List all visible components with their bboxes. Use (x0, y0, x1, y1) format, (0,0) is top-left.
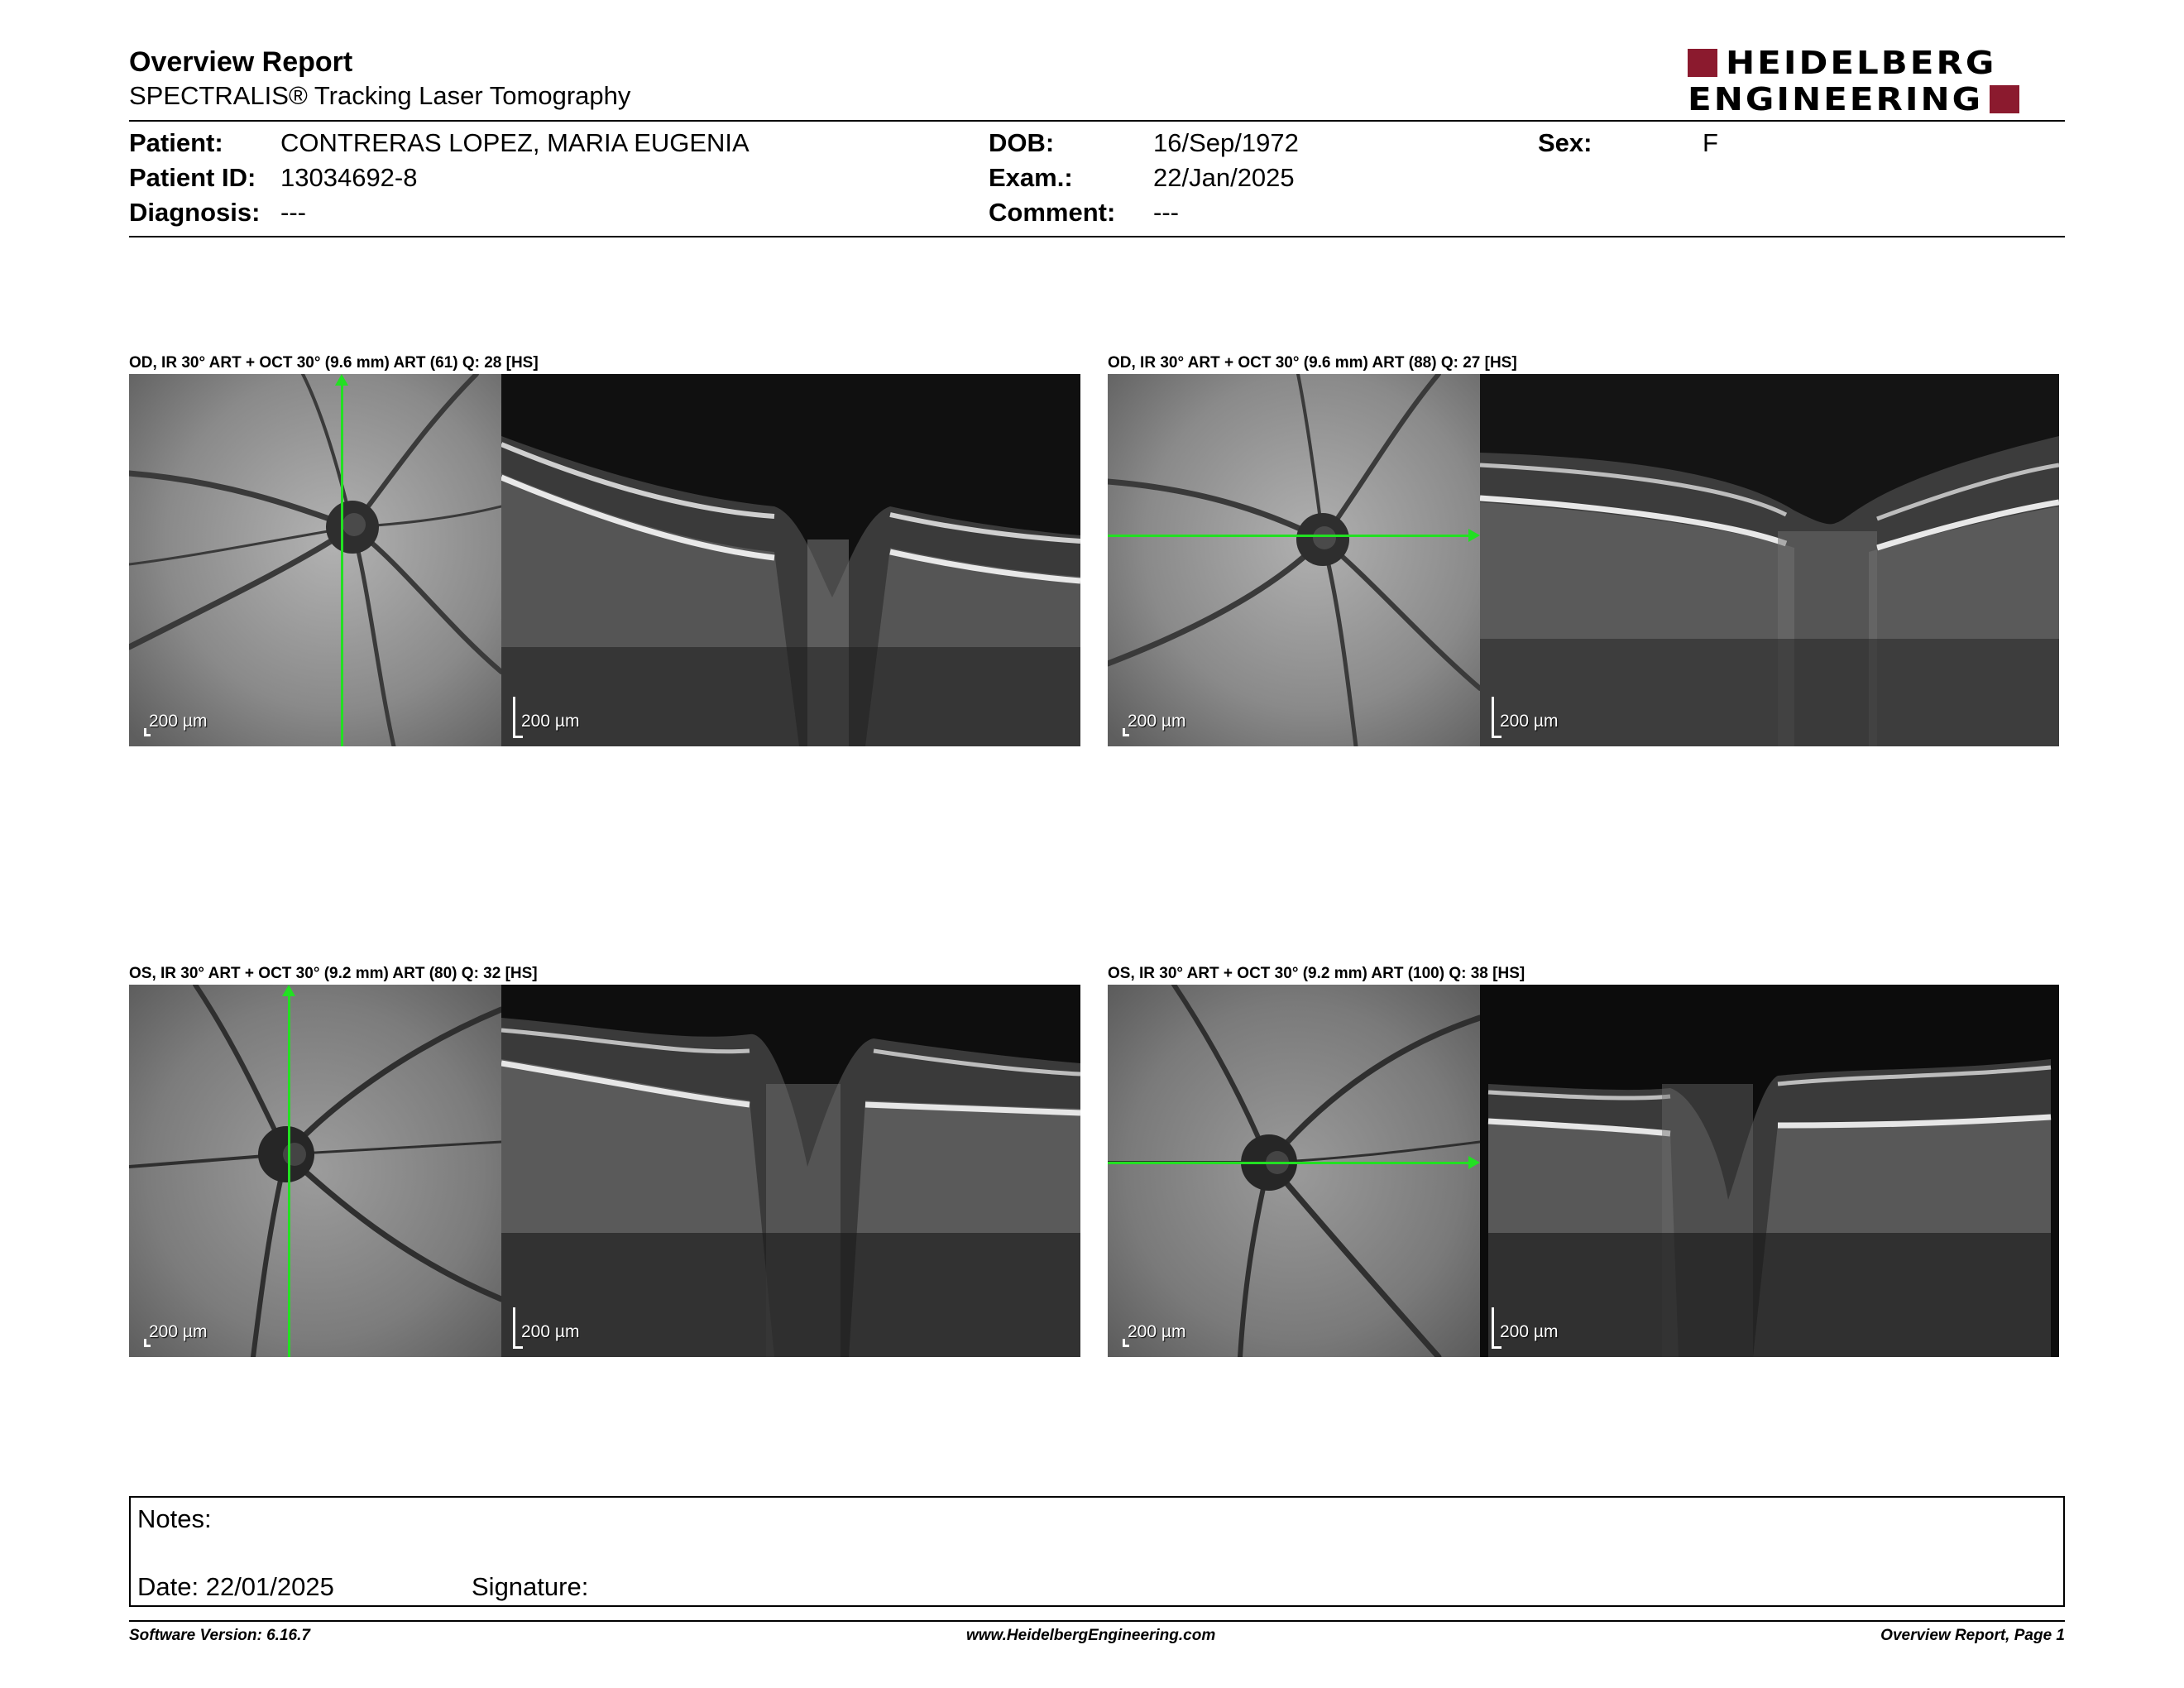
scan-line-horizontal (1108, 1162, 1468, 1164)
comment-label: Comment: (989, 198, 1116, 227)
header-divider (129, 120, 2065, 122)
scan-line-horizontal (1108, 535, 1468, 537)
ir-scale-label: 200 µm (149, 712, 208, 731)
oct-scale-label: 200 µm (521, 1322, 580, 1341)
scale-bar-icon (144, 1345, 151, 1347)
scan-caption: OD, IR 30° ART + OCT 30° (9.6 mm) ART (88) Q: 27 [HS] (1108, 354, 1517, 372)
comment-value: --- (1153, 198, 1179, 227)
oct-bscan-image (1480, 985, 2059, 1357)
scan-arrow-right-icon (1468, 1156, 1480, 1169)
ir-scale-label: 200 µm (1128, 1322, 1186, 1341)
report-subtitle: SPECTRALIS® Tracking Laser Tomography (129, 81, 631, 110)
scan-caption: OD, IR 30° ART + OCT 30° (9.6 mm) ART (61) Q: 28 [HS] (129, 354, 539, 372)
scale-bar-icon (513, 736, 523, 738)
scale-bar-icon (1492, 697, 1494, 738)
logo-square-icon (1990, 85, 2019, 113)
dob-label: DOB: (989, 128, 1055, 157)
diagnosis-label: Diagnosis: (129, 198, 261, 227)
logo-line-1 (1688, 44, 1997, 82)
scan-arrow-up-icon (282, 985, 295, 996)
scan-arrow-right-icon (1468, 529, 1480, 542)
ir-fundus-image (129, 985, 501, 1357)
scale-bar-icon (1123, 734, 1129, 736)
oct-scale-label: 200 µm (1500, 1322, 1559, 1341)
ir-fundus-image (129, 374, 501, 746)
scan-line-vertical (341, 381, 343, 746)
scale-bar-icon (144, 734, 151, 736)
report-title: Overview Report (129, 46, 353, 78)
sex-value: F (1703, 128, 1718, 157)
oct-scale-label: 200 µm (521, 712, 580, 731)
patient-id-label: Patient ID: (129, 163, 256, 192)
scale-bar-icon (513, 697, 515, 738)
scale-bar-icon (1492, 1346, 1502, 1349)
heidelberg-logo (1688, 46, 2065, 116)
scale-bar-icon (513, 1307, 515, 1349)
ir-scale-label: 200 µm (149, 1322, 208, 1341)
logo-square-icon (1688, 49, 1717, 77)
footer-divider (129, 1620, 2065, 1622)
ir-fundus-image (1108, 985, 1480, 1357)
scan-arrow-up-icon (335, 374, 348, 386)
website-link[interactable]: www.HeidelbergEngineering.com (966, 1627, 1216, 1644)
scale-bar-icon (513, 1346, 523, 1349)
oct-bscan-image (501, 985, 1080, 1357)
exam-label: Exam.: (989, 163, 1073, 192)
scale-bar-icon (1123, 1345, 1129, 1347)
logo-text-2: ENGINEERING (1688, 80, 1984, 118)
scan-caption: OS, IR 30° ART + OCT 30° (9.2 mm) ART (80) Q: 32 [HS] (129, 965, 538, 982)
diagnosis-value: --- (280, 198, 306, 227)
logo-line-2 (1688, 80, 2019, 118)
sex-label: Sex: (1538, 128, 1592, 157)
scan-caption: OS, IR 30° ART + OCT 30° (9.2 mm) ART (100) Q: 38 [HS] (1108, 965, 1525, 982)
notes-box[interactable] (129, 1496, 2065, 1607)
scale-bar-icon (1492, 1307, 1494, 1349)
patient-label: Patient: (129, 128, 223, 157)
oct-scale-label: 200 µm (1500, 712, 1559, 731)
patient-id: 13034692-8 (280, 163, 418, 192)
notes-label: Notes: (137, 1504, 212, 1533)
patient-name: CONTRERAS LOPEZ, MARIA EUGENIA (280, 128, 750, 157)
page-number: Overview Report, Page 1 (1880, 1627, 2065, 1644)
patient-info-divider (129, 236, 2065, 237)
signature-label: Signature: (472, 1572, 589, 1601)
software-version: Software Version: 6.16.7 (129, 1627, 310, 1644)
scan-line-vertical (288, 991, 290, 1357)
logo-text-1: HEIDELBERG (1726, 44, 1997, 82)
scale-bar-icon (1492, 736, 1502, 738)
date-label: Date: 22/01/2025 (137, 1572, 334, 1601)
oct-bscan-image (501, 374, 1080, 746)
dob-value: 16/Sep/1972 (1153, 128, 1299, 157)
ir-fundus-image (1108, 374, 1480, 746)
ir-scale-label: 200 µm (1128, 712, 1186, 731)
exam-value: 22/Jan/2025 (1153, 163, 1295, 192)
oct-bscan-image (1480, 374, 2059, 746)
